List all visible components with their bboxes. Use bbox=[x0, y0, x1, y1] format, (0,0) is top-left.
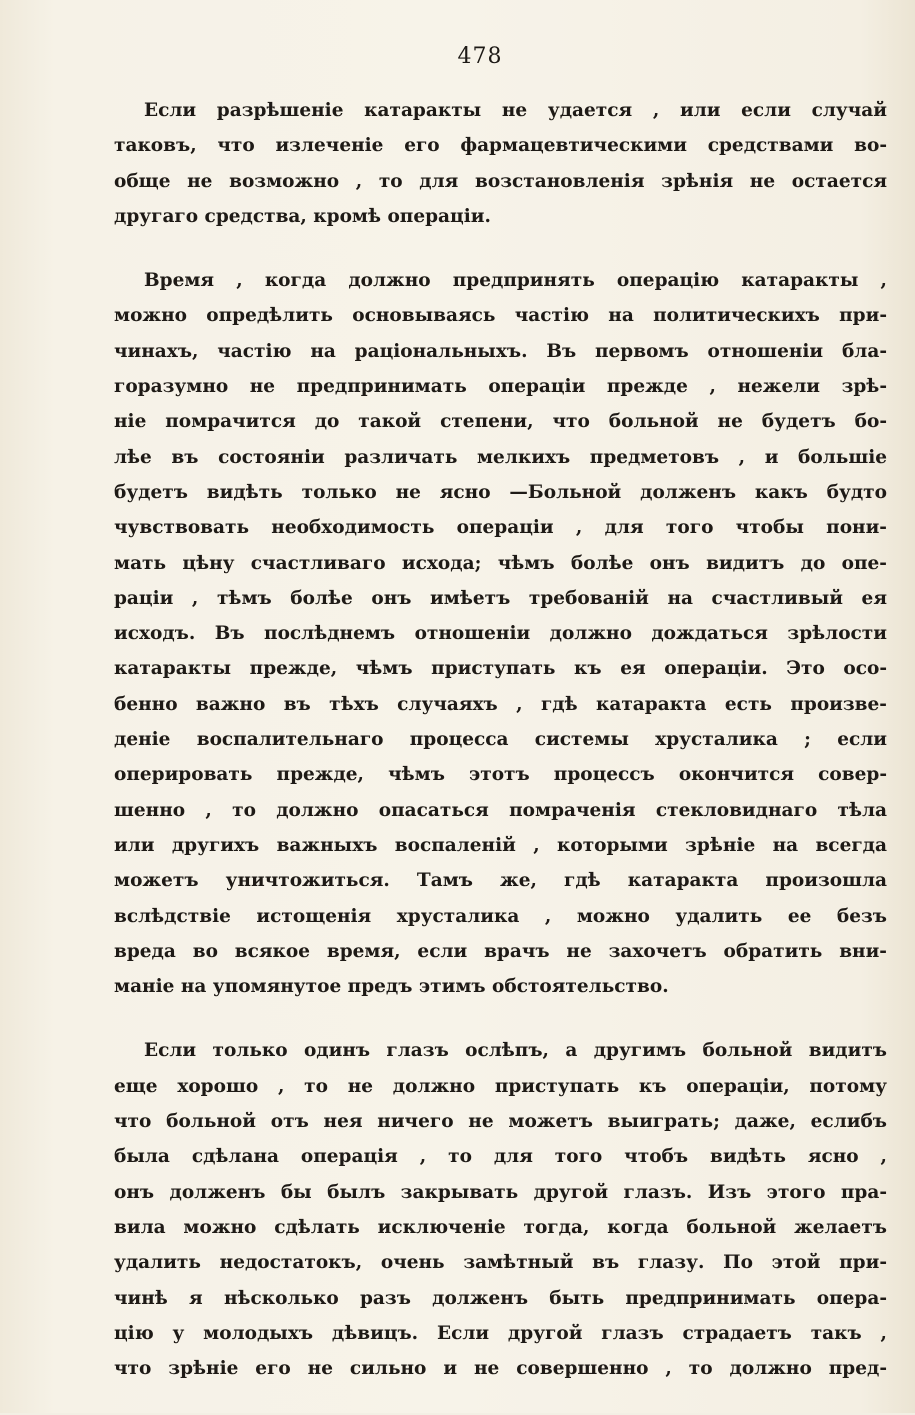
text-line: будетъ видѣть только не ясно —Больной долженъ какъ будто bbox=[114, 481, 887, 503]
paragraph-3 bbox=[114, 1033, 887, 1386]
text-line: можетъ уничтожиться. Тамъ же, гдѣ катаракта произошла bbox=[114, 870, 887, 892]
paragraph-2 bbox=[114, 263, 887, 1004]
text-line: что зрѣніе его не сильно и не совершенно , то должно пред- bbox=[114, 1358, 887, 1380]
text-line: горазумно не предпринимать операціи прежде , нежели зрѣ- bbox=[114, 376, 887, 398]
text-line: чинѣ я нѣсколько разъ долженъ быть предпринимать опера- bbox=[114, 1287, 887, 1309]
page-number: 478 bbox=[457, 44, 503, 69]
page-body bbox=[114, 93, 887, 1415]
text-line: другаго средства, кромѣ операціи. bbox=[114, 205, 491, 227]
text-line: катаракты прежде, чѣмъ приступать къ ея операціи. Это осо- bbox=[114, 658, 887, 680]
text-line: шенно , то должно опасаться помраченія стекловиднаго тѣла bbox=[114, 799, 887, 821]
text-line: Если разрѣшеніе катаракты не удается , или если случай bbox=[144, 100, 887, 121]
text-line: вреда во всякое время, если врачъ не захочетъ обратить вни- bbox=[114, 940, 887, 962]
text-line: бенно важно въ тѣхъ случаяхъ , гдѣ катаракта есть произве- bbox=[114, 693, 887, 715]
text-line: деніе воспалительнаго процесса системы хрусталика ; если bbox=[114, 729, 887, 751]
paragraph-1 bbox=[114, 93, 887, 234]
text-line: вила можно сдѣлать исключеніе тогда, когда больной желаетъ bbox=[114, 1216, 887, 1238]
text-line: маніе на упомянутое предъ этимъ обстоятельство. bbox=[114, 976, 669, 998]
text-line: вслѣдствіе истощенія хрусталика , можно удалить ее безъ bbox=[114, 905, 887, 927]
text-line: лѣе въ состояніи различать мелкихъ предметовъ , и большіе bbox=[114, 446, 887, 468]
text-line: еще хорошо , то не должно приступать къ операціи, потому bbox=[114, 1075, 887, 1097]
text-line: чинахъ, частію на раціональныхъ. Въ первомъ отношеніи бла- bbox=[114, 340, 887, 362]
text-line: онъ долженъ бы былъ закрывать другой глазъ. Изъ этого пра- bbox=[114, 1181, 887, 1203]
text-line: таковъ, что излеченіе его фармацевтическими средствами во- bbox=[114, 135, 887, 157]
text-line: или другихъ важныхъ воспаленій , которыми зрѣніе на всегда bbox=[114, 834, 887, 856]
text-line: обще не возможно , то для возстановленія зрѣнія не остается bbox=[114, 170, 887, 192]
text-line: цію у молодыхъ дѣвицъ. Если другой глазъ страдаетъ такъ , bbox=[114, 1322, 887, 1344]
text-line: раціи , тѣмъ болѣе онъ имѣетъ требованій на счастливый ея bbox=[114, 587, 887, 609]
text-line: оперировать прежде, чѣмъ этотъ процессъ окончится совер- bbox=[114, 764, 887, 786]
text-line: мать цѣну счастливаго исхода; чѣмъ болѣе онъ видитъ до опе- bbox=[114, 552, 887, 574]
text-line: Если только одинъ глазъ ослѣпъ, а другимъ больной видитъ bbox=[144, 1040, 887, 1062]
text-line: удалить недостатокъ, очень замѣтный въ глазу. По этой при- bbox=[114, 1252, 887, 1274]
text-line: была сдѣлана операція , то для того чтобъ видѣть ясно , bbox=[114, 1146, 887, 1168]
text-line: ніе помрачится до такой степени, что больной не будетъ бо- bbox=[114, 411, 887, 433]
text-line: чувствовать необходимость операціи , для того чтобы пони- bbox=[114, 517, 887, 539]
text-line: Время , когда должно предпринять операцію катаракты , bbox=[144, 270, 887, 292]
text-line: что больной отъ нея ничего не можетъ выиграть; даже, еслибъ bbox=[114, 1111, 887, 1133]
text-line: исходъ. Въ послѣднемъ отношеніи должно дождаться зрѣлости bbox=[114, 623, 887, 645]
text-line: можно опредѣлить основываясь частію на политическихъ при- bbox=[114, 305, 887, 327]
